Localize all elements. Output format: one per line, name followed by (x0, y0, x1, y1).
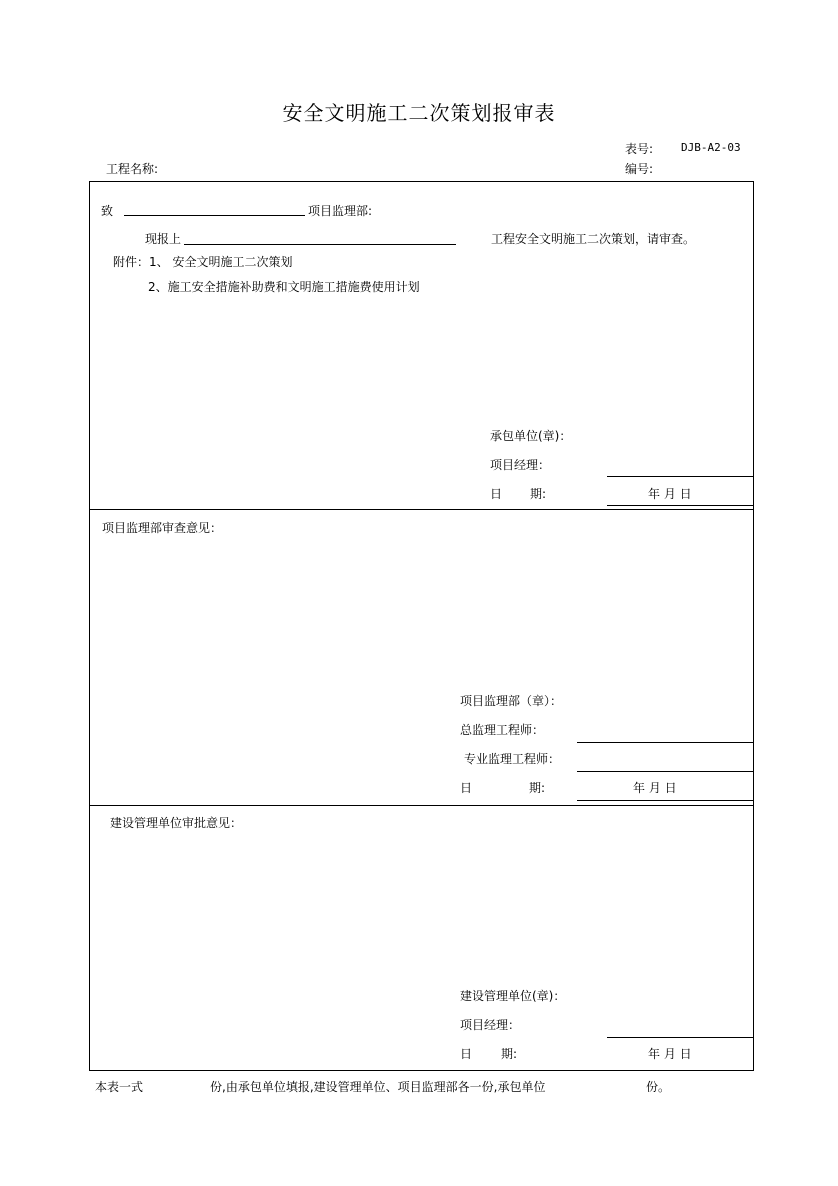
specialist-engineer-label: 专业监理工程师： (464, 752, 561, 766)
date-label-2b: 期: (529, 781, 546, 795)
date-value-3: 年 月 日 (648, 1047, 692, 1061)
contractor-label: 承包单位(章)： (490, 429, 572, 443)
form-number-label: 表号: (625, 142, 654, 156)
date-value-2: 年 月 日 (633, 781, 677, 795)
report-suffix: 工程安全文明施工二次策划，请审查。 (491, 232, 696, 246)
to-label: 致 (101, 204, 114, 218)
footer-part-3: 份。 (646, 1080, 671, 1094)
project-name-field[interactable] (184, 244, 456, 245)
date-label-2a: 日 (460, 781, 473, 795)
owner-opinion-label: 建设管理单位审批意见： (110, 816, 243, 830)
supervision-dept-seal-label: 项目监理部（章）： (460, 694, 563, 708)
date-value-1: 年 月 日 (648, 487, 692, 501)
owner-unit-seal-label: 建设管理单位(章)： (460, 989, 566, 1003)
supervision-dept-suffix: 项目监理部: (308, 204, 373, 218)
specialist-engineer-line (577, 771, 754, 772)
date-label-1b: 期: (530, 487, 547, 501)
chief-engineer-line (577, 742, 754, 743)
serial-number-label: 编号: (625, 162, 654, 176)
owner-project-manager-label: 项目经理： (460, 1018, 521, 1032)
supervision-opinion-label: 项目监理部审查意见： (102, 521, 223, 535)
form-box (89, 181, 754, 1071)
date-line-2 (577, 800, 754, 801)
project-name-label: 工程名称: (106, 162, 159, 176)
section-divider-2 (89, 805, 754, 806)
attachment-1: 附件：1、 安全文明施工二次策划 (113, 255, 293, 269)
footer-part-2: 份,由承包单位填报,建设管理单位、项目监理部各一份,承包单位 (210, 1080, 546, 1094)
project-manager-label: 项目经理： (490, 458, 551, 472)
date-label-3a: 日 (460, 1047, 473, 1061)
page-title: 安全文明施工二次策划报审表 (282, 101, 556, 125)
date-line-1 (607, 505, 754, 506)
date-label-1a: 日 (490, 487, 503, 501)
section-divider-1 (89, 509, 754, 510)
supervisor-name-field[interactable] (124, 215, 305, 216)
date-label-3b: 期: (501, 1047, 518, 1061)
owner-manager-line (607, 1037, 754, 1038)
attachment-2: 2、施工安全措施补助费和文明施工措施费使用计划 (148, 280, 420, 294)
chief-engineer-label: 总监理工程师： (460, 723, 545, 737)
footer-part-1: 本表一式 (95, 1080, 144, 1094)
project-manager-line (607, 476, 754, 477)
report-prefix: 现报上 (145, 232, 182, 246)
form-number-value: DJB-A2-03 (681, 141, 741, 154)
